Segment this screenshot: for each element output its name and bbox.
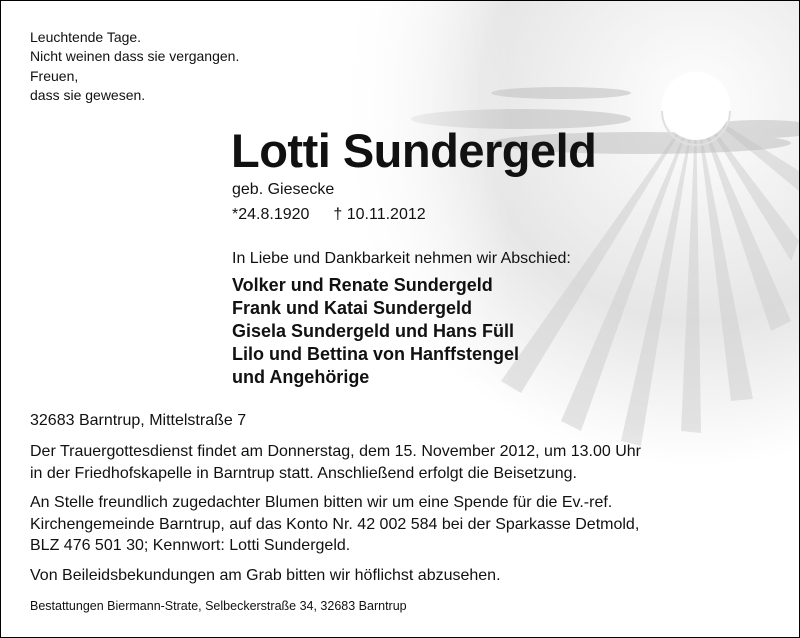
mourner-entry: Volker und Renate Sundergeld	[232, 275, 493, 295]
poem-line: Leuchtende Tage.	[30, 29, 142, 45]
deceased-name: Lotti Sundergeld	[231, 124, 597, 177]
mourner-entry: und Angehörige	[232, 367, 370, 387]
condolence-note: Von Beileidsbekundungen am Grab bitten wir höflichst abzusehen.	[30, 567, 501, 584]
poem	[30, 28, 239, 105]
maiden-name: geb. Giesecke	[232, 181, 335, 198]
donation-request	[30, 492, 639, 557]
mourners-list	[232, 274, 519, 389]
poem-line: Nicht weinen dass sie vergangen.	[30, 48, 240, 65]
donation-line: Kirchengemeinde Barntrup, auf das Konto Nr. 42 002 584 bei der Sparkasse Detmold,	[30, 515, 640, 533]
farewell-intro: In Liebe und Dankbarkeit nehmen wir Abschied:	[232, 250, 571, 267]
death-date: † 10.11.2012	[333, 206, 426, 223]
life-dates	[232, 206, 426, 224]
funeral-service-info	[30, 441, 641, 484]
poem-line: Freuen,	[30, 67, 79, 84]
service-line: Der Trauergottesdienst findet am Donnerstag, dem 15. November 2012, um 13.00 Uhr	[30, 443, 641, 460]
birth-date: *24.8.1920	[232, 206, 310, 223]
mourner-entry: Frank und Katai Sundergeld	[232, 298, 473, 318]
donation-line: An Stelle freundlich zugedachter Blumen bitten wir um eine Spende für die Ev.-ref.	[30, 494, 613, 511]
donation-line: BLZ 476 501 30; Kennwort: Lotti Sundergeld.	[30, 537, 351, 554]
poem-line: dass sie gewesen.	[30, 86, 146, 103]
family-address: 32683 Barntrup, Mittelstraße 7	[30, 412, 247, 429]
sun-shape	[662, 72, 730, 140]
service-line: in der Friedhofskapelle in Barntrup statt. Anschließend erfolgt die Beisetzung.	[30, 464, 577, 482]
mourner-entry: Lilo und Bettina von Hanffstengel	[232, 344, 519, 364]
undertaker-info: Bestattungen Biermann-Strate, Selbeckerstraße 34, 32683 Barntrup	[30, 599, 407, 613]
mourner-entry: Gisela Sundergeld und Hans Füll	[232, 321, 515, 341]
